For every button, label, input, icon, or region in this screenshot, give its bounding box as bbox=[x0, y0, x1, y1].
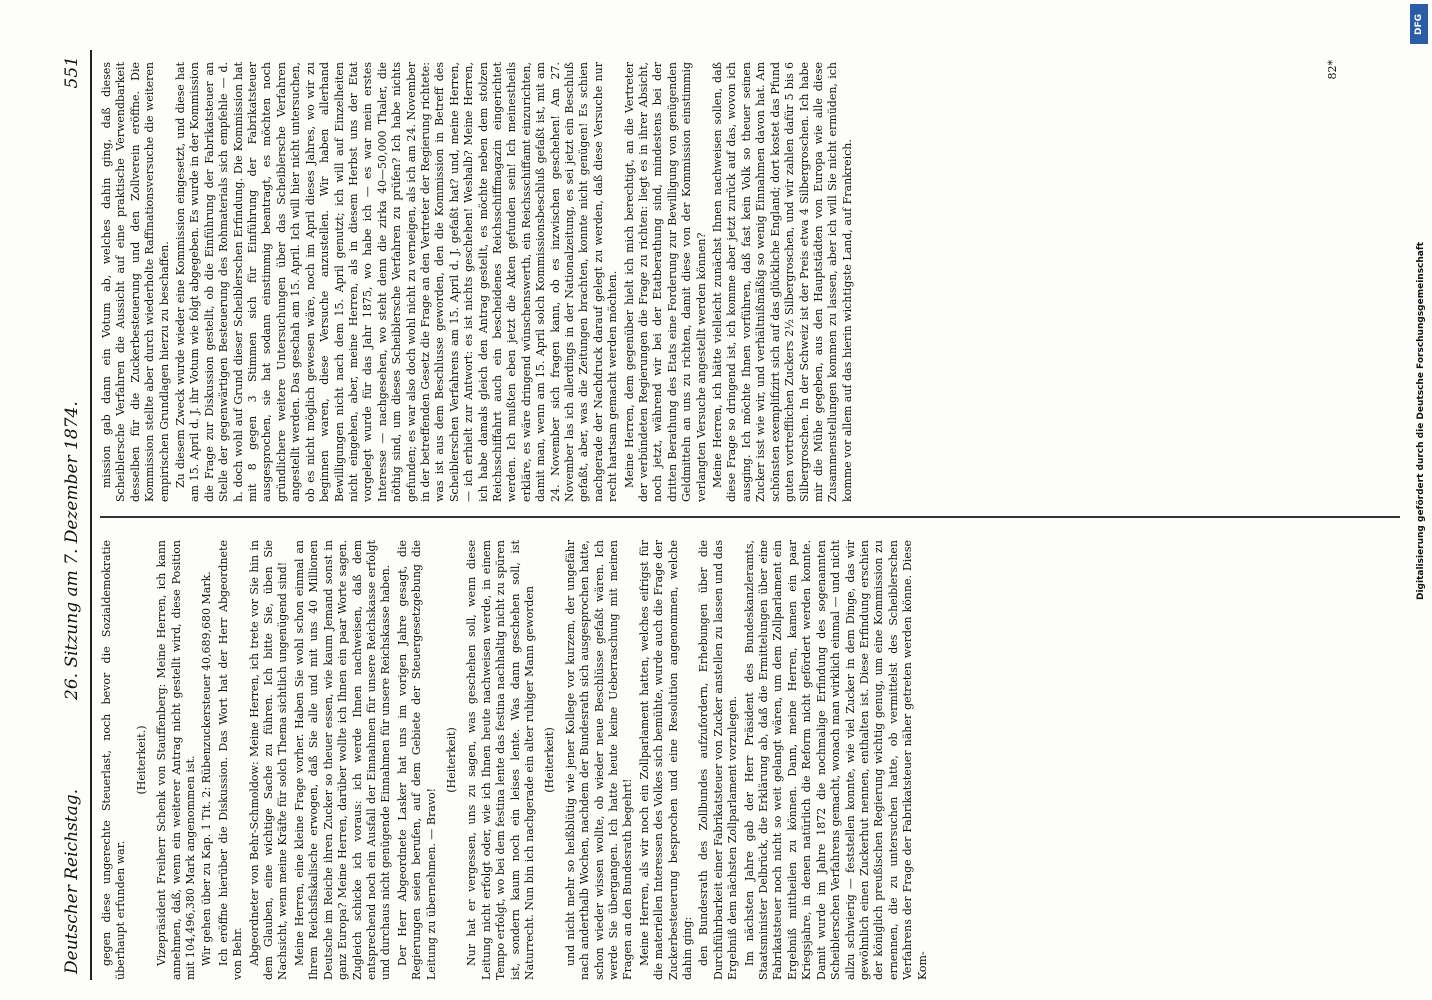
session-title: 26. Sitzung am 7. Dezember 1874. bbox=[62, 401, 82, 700]
column-divider bbox=[100, 517, 1400, 519]
journal-title: Deutscher Reichstag. bbox=[62, 789, 82, 974]
paragraph: Meine Herren, ich hätte vielleicht zunächst Ihnen nachweisen sollen, daß diese Frage so dringend ist, ich komme aber jetzt zurück auf das, wovon ich ausging. Ich möchte Ihnen vorführen, daß fast kein Volk so theuer seinen Zucker isst wie wir, und verhältnißmäßig so wenig Einnahmen davon hat. Am schönsten exemplifizirt sich auf das glückliche England; dort kostet das Pfund guten vortrefflichen Zuckers 2½ Silbergroschen, und wir zahlen dafür 5 bis 6 Silbergroschen. In der Schweiz ist der Preis etwa 4 Silbergroschen. Ich habe mir die Mühe gegeben, aus den Hauptstädten von Europa wie alle diese Zusammenstellungen kommen zu lassen, aber ich will Sie nicht ermüden, ich komme vor allem auf das hierin wichtigste Land, auf Frankreich. bbox=[711, 62, 854, 502]
paragraph: Meine Herren, eine kleine Frage vorher. Haben Sie wohl schon einmal an Ihrem Reichsfiskalische erwogen, daß Sie alle und mit uns 40 Millionen Deutsche im Reiche ihren Zucker so theuer essen, wie kaum Jemand sonst in ganz Europa? Meine Herren, darüber wollte ich Ihnen ein paar Worte sagen. Zugleich schicke ich voraus: ich werde Ihnen nachweisen, daß dem entsprechend noch ein Ausfall der Einnahmen für unsere Reichskasse erfolgt und durchaus nicht genügende Einnahmen für unsere Reichskasse haben. bbox=[292, 540, 393, 980]
header-rule bbox=[90, 50, 92, 980]
paragraph: Ich eröffne hierüber die Diskussion. Das Wort hat der Herr Abgeordnete von Behr. bbox=[216, 540, 245, 980]
paragraph: gegen diese ungerechte Steuerlast, noch bevor die Sozialdemokratie überhaupt erfunden war. bbox=[100, 540, 128, 980]
rotated-document-page bbox=[56, 50, 1416, 980]
left-column bbox=[100, 540, 1400, 980]
paragraph: Meine Herren, als wir noch ein Zollparlament hatten, welches eifrigst für die materiellen Interessen des Volkes sich bemühte, wurde auch die Frage der Zuckerbesteuerung besprochen und eine Resolution angenommen, welche dahin ging: bbox=[637, 540, 695, 980]
paragraph-interjection: (Heiterkeit.) bbox=[134, 725, 148, 795]
page-number: 551 bbox=[62, 56, 82, 89]
digitization-watermark bbox=[1404, 0, 1432, 1000]
paragraph: Meine Herren, dem gegenüber hielt ich mich berechtigt, an die Vertreter der verbündeten Regierungen die Frage zu richten: liegt es in ihrer Absicht, noch jetzt, während wir bei der Etatberathung sind, mindestens bei der dritten Berathung des Etats eine Forderung zur Bewilligung von genügenden Geldmitteln an uns zu richten, damit diese von der Kommission einstimmig verlangten Versuche angestellt werden können? bbox=[622, 62, 708, 502]
paragraph-interjection: (Heiterkeit) bbox=[444, 727, 458, 793]
paragraph: Wir gehen über zu Kap. 1 Tit. 2: Rübenzuckersteuer 40,689,680 Mark. bbox=[200, 571, 214, 966]
page-header bbox=[56, 50, 90, 980]
paragraph: und nicht mehr so heißblütig wie jener Kollege vor kurzem, der ungefähr nach anderthalb Wochen, nachdem der Bundesrath sich ausgesprochen hatte, schon wieder wissen wollte, ob wieder neue Beschlüsse gefaßt wären. Ich werde Sie übergangen. Ich hatte heute keine Ueberraschung mit meinen Fragen an den Bundesrath begehrt! bbox=[563, 540, 635, 980]
paragraph-interjection: (Heiterkeit) bbox=[543, 727, 557, 793]
paragraph: Abgeordneter von Behr-Schmoldow: Meine Herren, ich trete vor Sie hin in dem Glauben, eine wichtige Sache zu führen. Ich bitte Sie, üben Sie Nachsicht, wenn meine Kräfte für solch Thema sichtlich ungenügend sind! bbox=[247, 540, 290, 980]
paragraph-quote: den Bundesrath des Zollbundes aufzufordern, Erhebungen über die Durchführbarkeit einer Fabrikatsteuer von Zucker anstellen zu lassen und das Ergebniß dem nächsten Zollparlament vorzulegen. bbox=[697, 540, 740, 980]
paragraph: Vizepräsident Freiherr Schenk von Stauffenberg: Meine Herren, ich kann annehmen, daß, wenn ein weiterer Antrag nicht gestellt wird, diese Position mit 104,496,380 Mark angenommen ist. bbox=[155, 540, 198, 980]
paragraph: Nur hat er vergessen, uns zu sagen, was geschehen soll, wenn diese Leitung nicht erfolgt oder, wie ich Ihnen heute nachweisen werde, in einem Tempo erfolgt, wo bei dem festina lente das festina nachhaltig nicht zu spüren ist, sondern kaum noch ein leises lente. Was dann geschehen soll, ist Naturrecht. Nun bin ich nachgerade ein alter ruhiger Mann geworden bbox=[465, 540, 536, 980]
right-column bbox=[100, 62, 1400, 502]
digitization-credit: Digitalisierung gefördert durch die Deutsche Forschungsgemeinschaft bbox=[1416, 241, 1426, 600]
paragraph: Im nächsten Jahre gab der Herr Präsident des Bundeskanzleramts, Staatsminister Delbrück, die Erklärung ab, daß die Ermittelungen über eine Fabrikatsteuer noch nicht so weit gelangt wären, um dem Zollparlament ein Ergebniß mittheilen zu können. Dann, meine Herren, kamen ein paar Kriegsjahre, in denen natürlich die Reform nicht gefördert werden konnte. Damit wurde im Jahre 1872 die nochmalige Erfindung des sogenannten Scheiblerschen Verfahrens gemacht, wonach man wirklich einmal — und nicht allzu schwierig — feststellen konnte, wie viel Zucker in dem Dinge, das wir gewöhnlich einen Zuckerhut nennen, enthalten ist. Diese Erfindung erschien der königlich preußischen Regierung wichtig genug, um eine Kommission zu ernennen, die zu untersuchen hatte, ob vermittelst des Scheiblerschen Verfahrens der Frage der Fabrikatsteuer näher getreten werden könne. Diese Kom- bbox=[742, 540, 929, 980]
paragraph: mission gab dann ein Votum ab, welches dahin ging, daß dieses Scheiblersche Verfahren die Aussicht auf eine praktische Verwendbarkeit desselben für die Zuckerbesteuerung und den Zollverein eröffne. Die Kommission stellte aber durch wiederholte Raffinationsversuche die weiteren empirischen Grundlagen hierzu zu beschaffen. bbox=[100, 62, 171, 502]
signature-mark: 82* bbox=[1326, 60, 1339, 80]
paragraph: Zu diesem Zweck wurde wieder eine Kommission eingesetzt, und diese hat am 15. April d. J. ihr Votum wie folgt abgegeben. Es wurde in der Kommission die Frage zur Diskussion gestellt, ob die Einführung der Fabrikatsteuer an Stelle der gegenwärtigen Besteuerung des Rohmaterials sich empfehle — d. h. doch wohl auf Grund dieser Scheiblerschen Erfindung. Die Kommission hat mit 8 gegen 3 Stimmen sich für Einführung der Fabrikatsteuer ausgesprochen, sie hat sodann einstimmig beantragt, es möchten noch gründlichere weitere Untersuchungen über das Scheiblersche Verfahren angestellt werden. Das geschah am 15. April. Ich will hier nicht untersuchen, ob es nicht möglich gewesen wäre, noch im April dieses Jahres, wo wir zu beginnen waren, diese Versuche anzustellen. Wir haben allerhand Bewilligungen nicht nach dem 15. April genutzt; ich will auf Einzelheiten nicht eingehen, aber, meine Herren, als in diesem Herbst uns der Etat vorgelegt wurde für das Jahr 1875, wo habe ich — es war mein erstes Interesse — nachgesehen, wo steht denn die zirka 40—50,000 Thaler, die nöthig sind, um dieses Scheiblersche Verfahren zu prüfen? Ich habe nichts gefunden; es war also doch wohl nicht zu verneigen, als ich am 24. November in der betreffenden Gesetz die Frage an den Vertreter der Regierung richtete: was ist aus dem Beschlusse geworden, den die Kommission in Betreff des Scheiblerschen Verfahrens am 15. April d. J. gefaßt hat? und, meine Herren, — ich erhielt zur Antwort: es ist nichts geschehen! Weshalb? Meine Herren, ich habe damals gleich den Antrag gestellt, es möchte neben dem stolzen Reichsschiffahrt auch ein bescheidenes Reichsschiffmagazin eingerichtet werden. Ich mußten eben jetzt die Akten gefunden sein! Ich meinestheils erkläre, es wäre dringend wünschenswerth, ein Reichsschiffamt einzurichten, damit man, wenn am 15. April solch Kommissionsbeschluß gefaßt ist, mit am 24. November sich fragen kann, ob es inzwischen geschehen! Am 27. November las ich allerdings in der Nationalzeitung, es sei jetzt ein Beschluß gefaßt, aber, was die Zeitungen brachten, konnte nicht genügen! Es schien nachgerade der Nachdruck darauf gelegt zu werden, daß diese Versuche nur recht hartsam gemacht werden möchten. bbox=[174, 62, 620, 502]
dfg-logo-icon: DFG bbox=[1410, 4, 1428, 44]
paragraph: Der Herr Abgeordnete Lasker hat uns im vorigen Jahre gesagt, die Regierungen seien berufen, auf dem Gebiete der Steuergesetzgebung die Leitung zu übernehmen. — Bravo! bbox=[395, 540, 438, 980]
